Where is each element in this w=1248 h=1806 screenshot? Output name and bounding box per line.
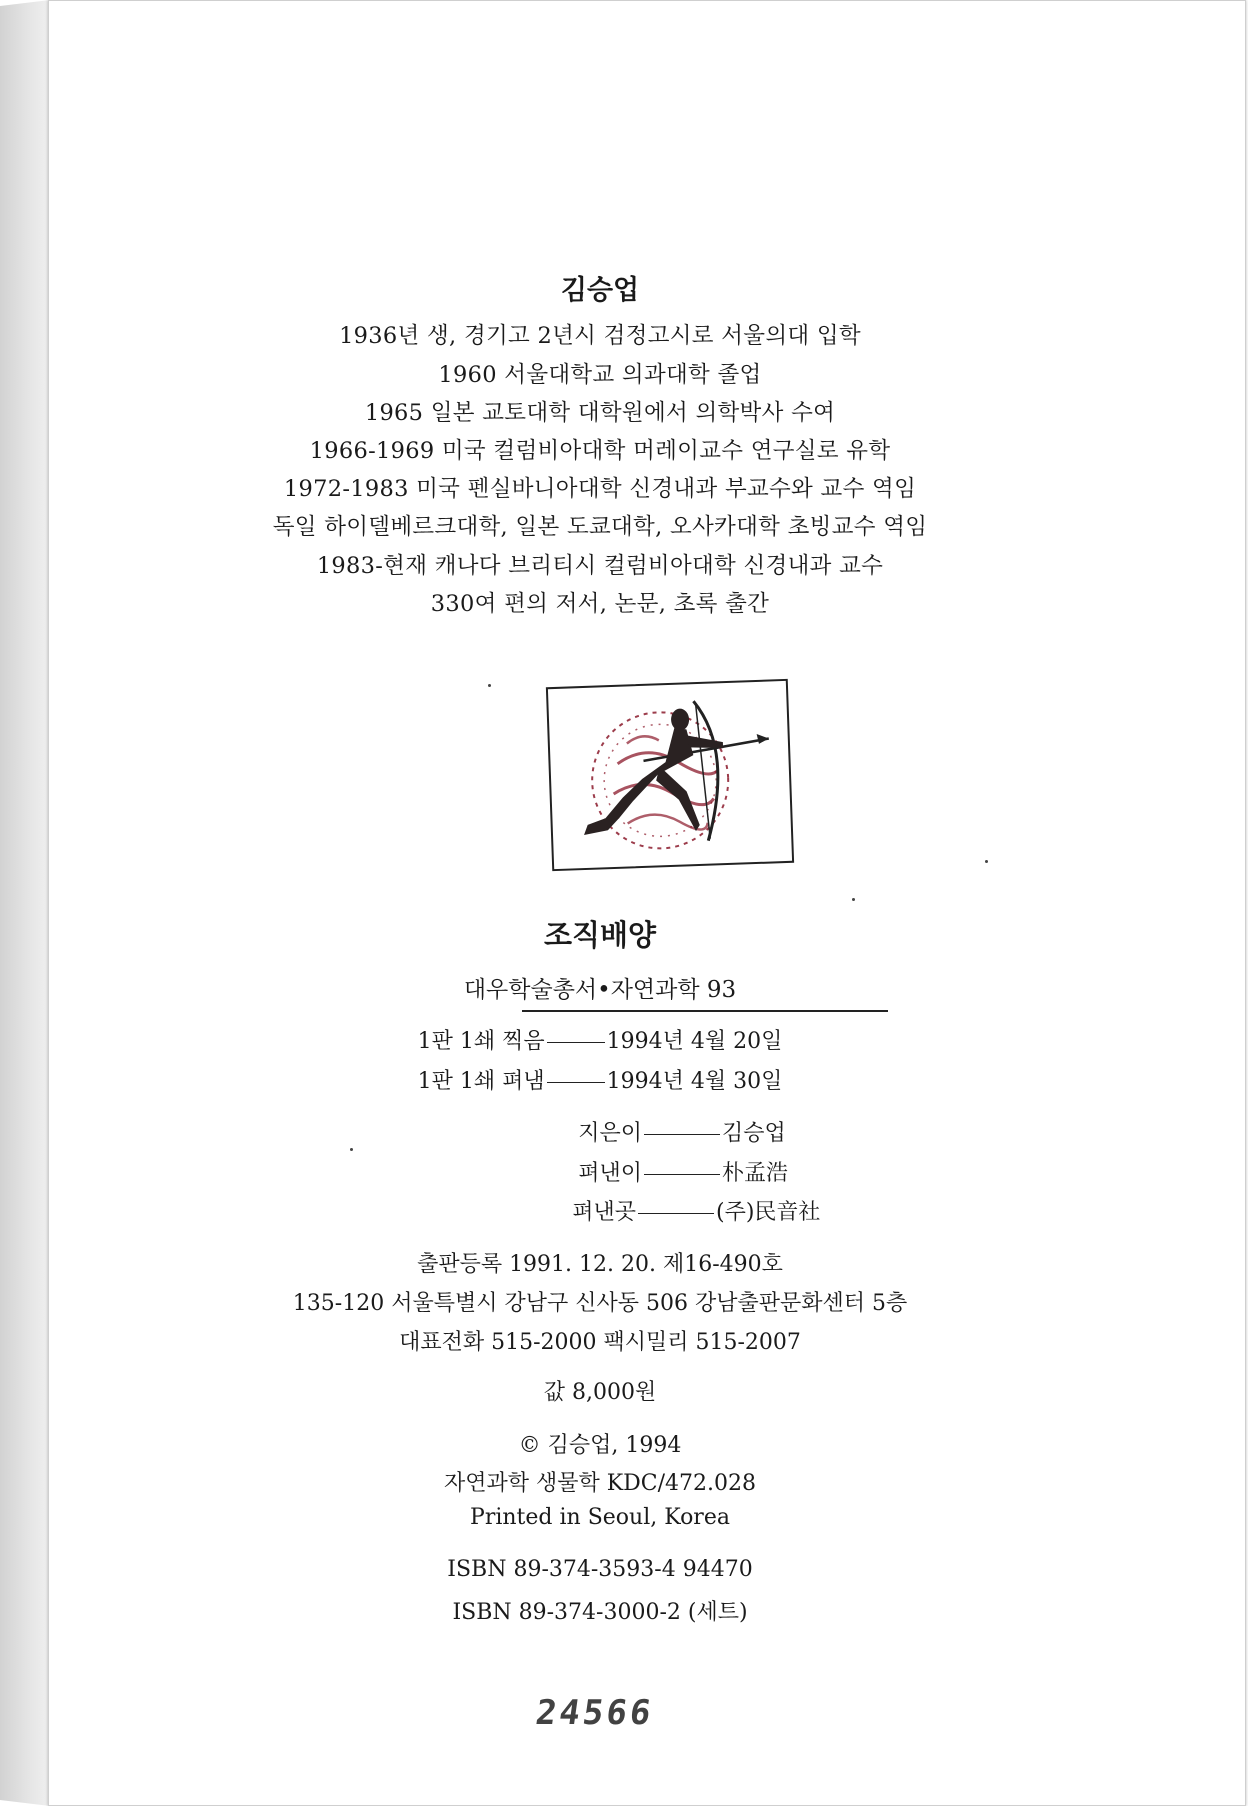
author-bio-line: 독일 하이델베르크대학, 일본 도쿄대학, 오사카대학 초빙교수 역임 (272, 514, 928, 540)
scan-speck (852, 898, 855, 901)
imprint-printed-label: 1판 1쇄 찍음 (417, 1029, 545, 1054)
author-bio-line: 1960 서울대학교 의과대학 졸업 (438, 362, 762, 388)
publisher-address: 135-120 서울특별시 강남구 신사동 506 강남출판문화센터 5층 (292, 1291, 908, 1316)
credit-label: 펴낸곳 (572, 1200, 636, 1225)
author-bio-line: 1966-1969 미국 컬럼비아대학 머레이교수 연구실로 유학 (309, 438, 891, 464)
imprint-line-printed (0, 1024, 1200, 1055)
classification: 자연과학 생물학 KDC/472.028 (443, 1471, 757, 1496)
book-price: 값 8,000원 (543, 1380, 657, 1405)
scan-speck (488, 684, 491, 687)
author-bio-line: 1972-1983 미국 펜실바니아대학 신경내과 부교수와 교수 역임 (283, 476, 917, 502)
credit-label: 펴낸이 (578, 1161, 642, 1186)
divider-rule (522, 1010, 888, 1012)
credit-author (560, 1116, 900, 1147)
scan-speck (985, 860, 988, 863)
credit-value: (주)民音社 (716, 1200, 821, 1225)
isbn-set: ISBN 89-374-3000-2 (세트) (452, 1600, 748, 1625)
credit-publishing-house (554, 1195, 894, 1226)
imprint-published-date: 1994년 4월 30일 (606, 1069, 783, 1094)
author-bio-line: 330여 편의 저서, 논문, 초록 출간 (430, 591, 770, 617)
imprint-line-published (0, 1064, 1200, 1095)
author-name: 김승업 (560, 275, 640, 306)
publisher-phone: 대표전화 515-2000 팩시밀리 515-2007 (399, 1330, 801, 1355)
scan-speck (350, 1148, 353, 1151)
credit-value: 김승업 (722, 1121, 786, 1146)
publisher-archer-logo (545, 678, 795, 872)
inventory-stamp-number: 24566 (533, 1693, 657, 1733)
author-bio-line: 1965 일본 교토대학 대학원에서 의학박사 수여 (364, 400, 836, 426)
copyright-notice: © 김승업, 1994 (518, 1433, 682, 1458)
imprint-published-label: 1판 1쇄 펴냄 (417, 1069, 545, 1094)
credit-publisher-person (560, 1156, 900, 1187)
credit-value: 朴孟浩 (722, 1161, 789, 1186)
printed-in: Printed in Seoul, Korea (470, 1505, 730, 1530)
author-bio-line: 1936년 생, 경기고 2년시 검정고시로 서울의대 입학 (339, 323, 861, 349)
imprint-printed-date: 1994년 4월 20일 (606, 1029, 783, 1054)
isbn-volume: ISBN 89-374-3593-4 94470 (447, 1557, 753, 1582)
publisher-registration: 출판등록 1991. 12. 20. 제16-490호 (417, 1252, 783, 1277)
series-name: 대우학술총서•자연과학 93 (463, 977, 737, 1003)
credit-label: 지은이 (578, 1121, 642, 1146)
book-title: 조직배양 (543, 918, 657, 952)
author-bio-line: 1983-현재 캐나다 브리티시 컬럼비아대학 신경내과 교수 (316, 553, 884, 579)
